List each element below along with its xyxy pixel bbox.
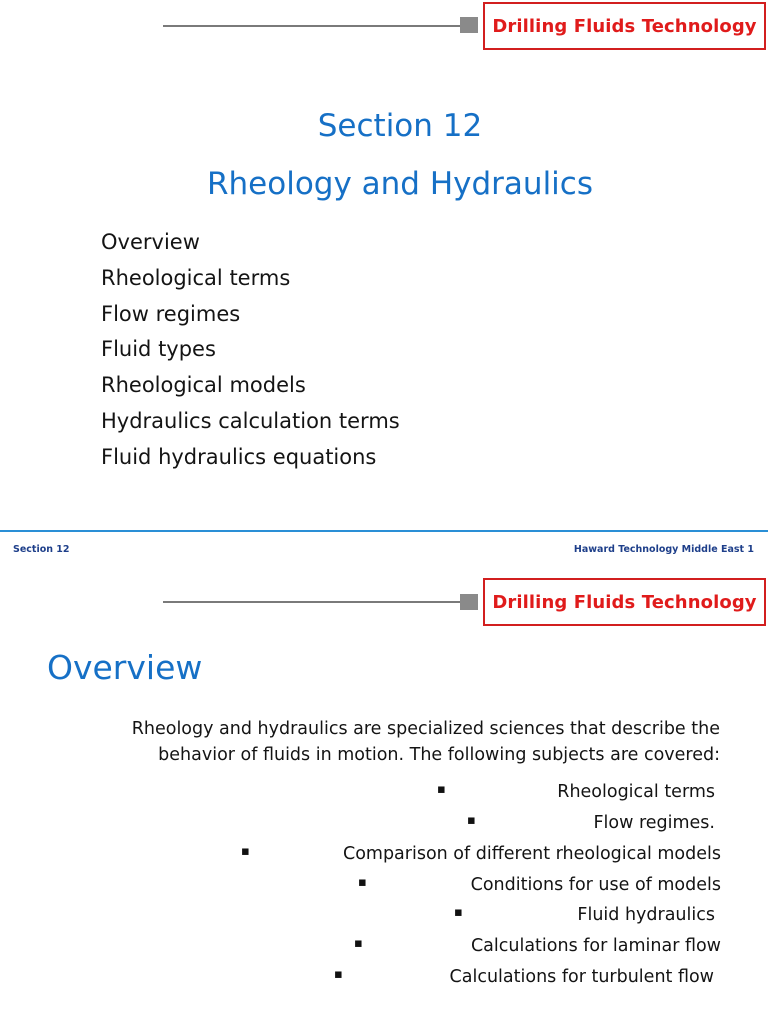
bullet-square-icon: ▪ [334,967,343,982]
header-rule [163,25,461,27]
footer-section-label: Section 12 [13,544,70,555]
topic-item: Fluid types [101,337,216,362]
brand-label: Drilling Fluids Technology [492,15,757,37]
header-marker-square [460,594,478,610]
intro-line: Rheology and hydraulics are specialized sciences that describe the [131,719,720,739]
bullet-text: Conditions for use of models [470,875,721,895]
topic-item: Rheological terms [101,265,291,290]
bullet-text: Comparison of different rheological models [342,844,721,864]
header-marker-square [460,17,478,33]
footer-rule [0,530,768,532]
brand-box [483,578,766,626]
overview-title: Overview [47,648,203,687]
header-rule [163,601,461,603]
bullet-square-icon: ▪ [467,813,476,828]
bullet-text: Flow regimes. [593,813,715,833]
brand-label: Drilling Fluids Technology [492,591,757,613]
brand-box [483,2,766,50]
section-title: Section 12 [317,108,483,144]
bullet-item [0,813,768,837]
overview-intro [60,716,720,768]
bullet-text: Calculations for turbulent flow [449,967,714,987]
bullet-item [0,967,768,991]
bullet-square-icon: ▪ [358,875,367,890]
footer-company-page: Haward Technology Middle East 1 [573,544,754,555]
bullet-square-icon: ▪ [454,905,463,920]
bullet-text: Fluid hydraulics [577,905,715,925]
bullet-item [0,905,768,929]
topic-item: Overview [101,230,200,254]
bullet-square-icon: ▪ [437,782,446,797]
topic-item: Fluid hydraulics equations [101,444,377,469]
bullet-item [0,875,768,899]
topic-item: Flow regimes [101,301,241,326]
bullet-item [0,844,768,868]
bullet-item [0,782,768,806]
section-subtitle: Rheology and Hydraulics [206,166,593,202]
bullet-text: Rheological terms [557,782,715,802]
bullet-text: Calculations for laminar flow [470,936,721,956]
intro-line: behavior of fluids in motion. The following subjects are covered: [158,745,720,765]
topic-item: Hydraulics calculation terms [101,408,400,433]
topic-list [101,228,400,479]
bullet-item [0,936,768,960]
bullet-square-icon: ▪ [354,936,363,951]
bullet-square-icon: ▪ [241,844,250,859]
topic-item: Rheological models [101,373,306,398]
